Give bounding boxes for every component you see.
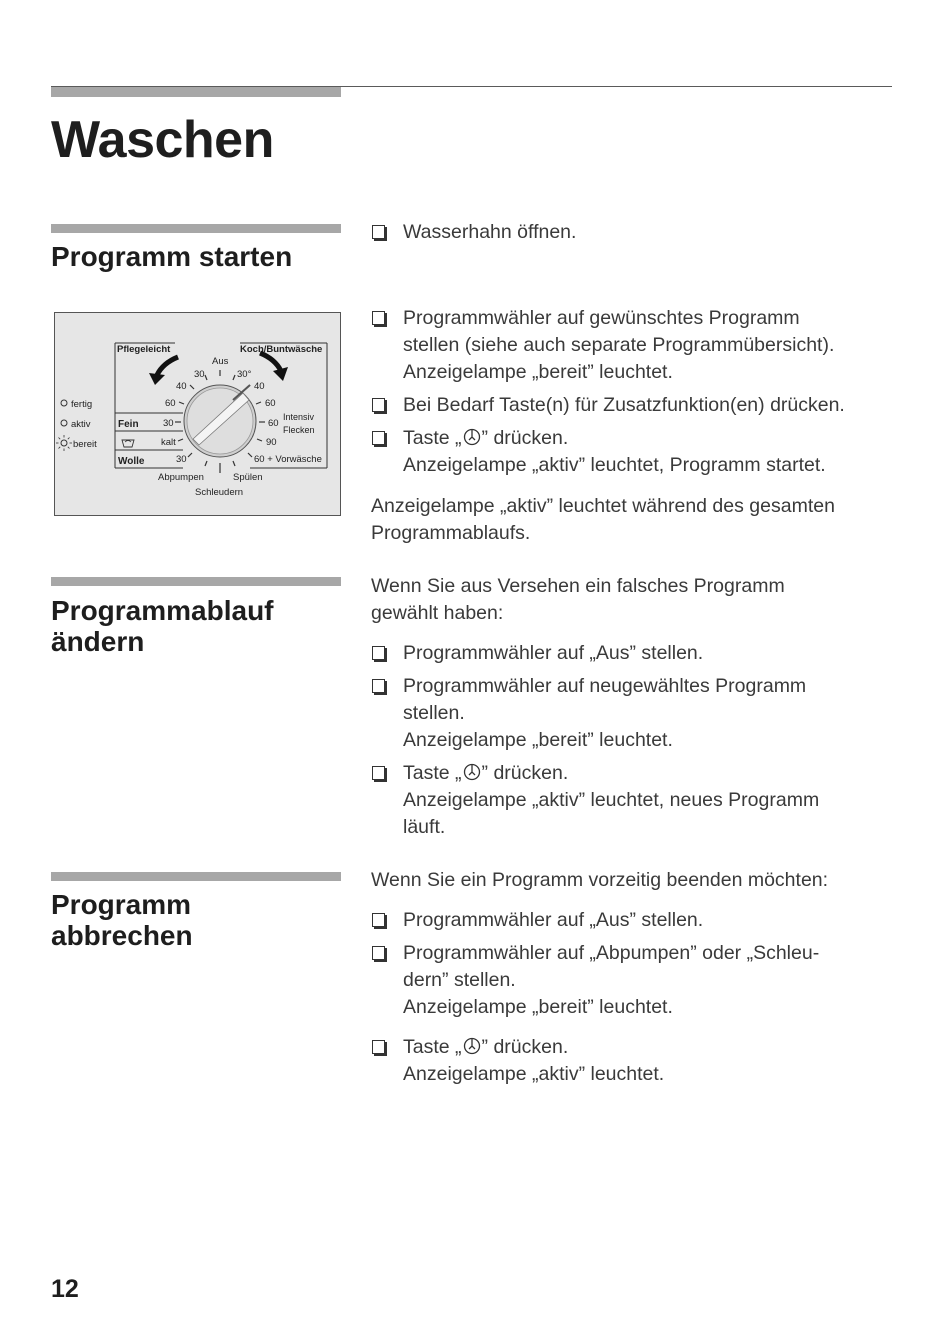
list-item: Programmwähler auf „Abpumpen” oder „Schleu- dern” stellen. Anzeigelampe „bereit” leuchtet. bbox=[371, 940, 901, 1021]
section-bar bbox=[51, 872, 341, 881]
list-item: Taste „ ” drücken. Anzeigelampe „aktiv” leuchtet, Programm startet. bbox=[371, 425, 901, 479]
list-item: Wasserhahn öffnen. bbox=[371, 219, 901, 246]
lamp-fertig bbox=[61, 399, 92, 410]
dial-label-40-right: 40 bbox=[254, 381, 265, 392]
dial-label-spuelen: Spülen bbox=[233, 472, 263, 483]
svg-text:bereit: bereit bbox=[73, 439, 97, 450]
section-body-programm-starten bbox=[371, 219, 901, 558]
list-item: Taste „ ” drücken. Anzeigelampe „aktiv” leuchtet. bbox=[371, 1034, 901, 1088]
svg-text:fertig: fertig bbox=[71, 399, 93, 410]
checkbox-square-icon bbox=[372, 766, 385, 780]
lamp-aktiv bbox=[61, 419, 91, 430]
dial-label-60-right: 60 bbox=[265, 398, 276, 409]
dial-label-60-left: 60 bbox=[165, 398, 176, 409]
section-title-programm-abbrechen: Programm abbrechen bbox=[51, 889, 193, 951]
dial-label-60-vorwaesche: 60 + Vorwäsche bbox=[254, 454, 322, 465]
checkbox-square-icon bbox=[372, 679, 385, 693]
dial-label-fein: Fein bbox=[118, 419, 139, 430]
dial-label-60-intensiv: 60 bbox=[268, 418, 279, 429]
dial-label-aus: Aus bbox=[212, 356, 229, 367]
list-item: Programmwähler auf gewünschtes Programm stellen (siehe auch separate Programmübersicht). Anzeigelampe „bereit” leuchtet. bbox=[371, 305, 901, 386]
dial-label-30-wolle: 30 bbox=[176, 454, 187, 465]
dial-label-wolle: Wolle bbox=[118, 456, 145, 467]
lamp-bereit bbox=[56, 435, 97, 451]
program-dial-illustration bbox=[54, 312, 341, 516]
rotate-left-arrow-icon bbox=[149, 357, 178, 385]
dial-label-40-left: 40 bbox=[176, 381, 187, 392]
section-title-programmablauf-aendern: Programmablauf ändern bbox=[51, 595, 274, 657]
list-item: Taste „ ” drücken. Anzeigelampe „aktiv” leuchtet, neues Programm läuft. bbox=[371, 760, 901, 841]
list-item: Programmwähler auf „Aus” stellen. bbox=[371, 640, 901, 667]
list-item: Bei Bedarf Taste(n) für Zusatzfunktion(en) drücken. bbox=[371, 392, 901, 419]
dial-label-abpumpen: Abpumpen bbox=[158, 472, 204, 483]
dial-label-pflegeleicht: Pflegeleicht bbox=[117, 344, 171, 355]
list-item: Programmwähler auf neugewähltes Programm stellen. Anzeigelampe „bereit” leuchtet. bbox=[371, 673, 901, 754]
checkbox-square-icon bbox=[372, 431, 385, 445]
checkbox-square-icon bbox=[372, 1040, 385, 1054]
checkbox-square-icon bbox=[372, 311, 385, 325]
dial-label-90: 90 bbox=[266, 437, 277, 448]
svg-text:aktiv: aktiv bbox=[71, 419, 91, 430]
section-title-programm-starten: Programm starten bbox=[51, 241, 293, 272]
section-bar bbox=[51, 224, 341, 233]
checkbox-square-icon bbox=[372, 225, 385, 239]
dial-label-schleudern: Schleudern bbox=[195, 487, 244, 498]
paragraph: Wenn Sie aus Versehen ein falsches Programm gewählt haben: bbox=[371, 575, 785, 624]
page-number: 12 bbox=[51, 1275, 79, 1303]
page-title: Waschen bbox=[51, 111, 274, 169]
start-key-icon bbox=[463, 428, 481, 446]
start-key-icon bbox=[463, 1037, 481, 1055]
checkbox-square-icon bbox=[372, 946, 385, 960]
checkbox-square-icon bbox=[372, 913, 385, 927]
program-selector-knob-icon bbox=[184, 385, 256, 457]
paragraph: Anzeigelampe „aktiv” leuchtet während des gesamten Programmablaufs. bbox=[371, 495, 835, 544]
dial-label-30: 30 bbox=[194, 369, 205, 380]
section-body-programm-abbrechen bbox=[371, 867, 901, 1094]
section-body-programmablauf-aendern bbox=[371, 573, 901, 847]
dial-label-koch-buntwaesche: Koch/Buntwäsche bbox=[240, 344, 323, 355]
rotate-right-arrow-icon bbox=[260, 353, 288, 381]
dial-label-intensiv: Intensiv bbox=[283, 412, 315, 422]
section-bar bbox=[51, 577, 341, 586]
dial-label-30-fein: 30 bbox=[163, 418, 174, 429]
checkbox-square-icon bbox=[372, 646, 385, 660]
paragraph: Wenn Sie ein Programm vorzeitig beenden möchten: bbox=[371, 869, 829, 891]
start-key-icon bbox=[463, 763, 481, 781]
checkbox-square-icon bbox=[372, 398, 385, 412]
dial-label-30-degree: 30° bbox=[237, 369, 252, 380]
dial-label-flecken: Flecken bbox=[283, 425, 315, 435]
list-item: Programmwähler auf „Aus” stellen. bbox=[371, 907, 901, 934]
dial-label-kalt: kalt bbox=[161, 437, 176, 448]
header-bar bbox=[51, 87, 341, 97]
wool-care-icon bbox=[122, 440, 134, 447]
